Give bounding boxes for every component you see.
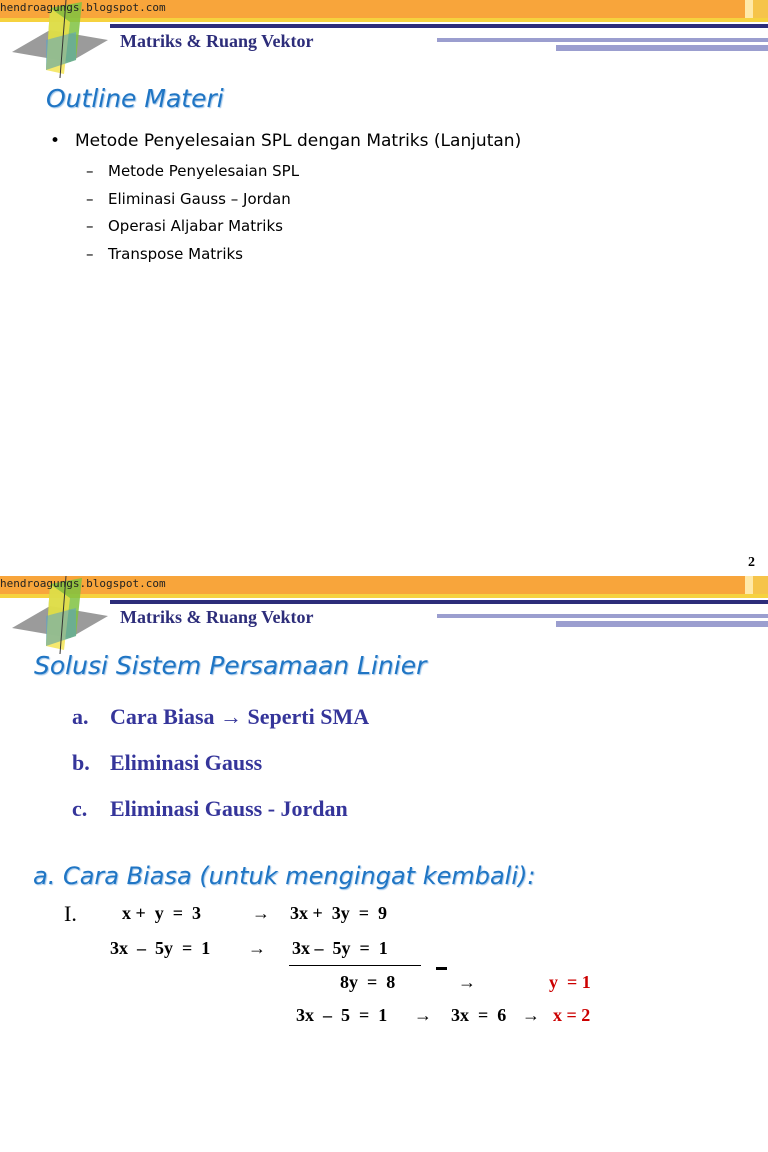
arrow-icon: →: [414, 1005, 432, 1025]
decor-line: [556, 621, 768, 627]
sum-line: [289, 965, 421, 966]
sub-list: [86, 160, 299, 270]
slide-title: Outline Materi: [46, 84, 224, 113]
result-y: y = 1: [549, 972, 591, 992]
decor-line: [437, 38, 768, 42]
equation-1-right: 3x + 3y = 9: [290, 903, 388, 923]
equation-4-right: 3x = 6: [451, 1005, 507, 1025]
list-item: – Eliminasi Gauss – Jordan: [86, 189, 291, 208]
list-item: – Transpose Matriks: [86, 244, 243, 263]
subsection-title: a. Cara Biasa (untuk mengingat kembali):: [33, 862, 536, 890]
header-band-accent-2: [753, 576, 768, 594]
header-band-yellow: [0, 594, 768, 598]
decor-line: [437, 614, 768, 618]
header-band-yellow: [0, 18, 768, 22]
equation-4-left: 3x – 5 = 1: [296, 1005, 388, 1025]
header-band-navy: [110, 24, 768, 28]
header-band-navy: [110, 600, 768, 604]
header-band-accent: [745, 576, 753, 594]
list-item: – Metode Penyelesaian SPL: [86, 162, 300, 180]
page-number: 2: [748, 555, 755, 570]
slide-2: [0, 576, 768, 1152]
bullet-item: [50, 131, 521, 151]
bullet-dot-icon: •: [50, 131, 61, 151]
course-title: Matriks & Ruang Vektor: [120, 607, 314, 627]
method-item: c. Eliminasi Gauss - Jordan: [72, 796, 348, 821]
minus-sign-icon: [436, 967, 447, 970]
arrow-icon: →: [458, 972, 476, 992]
slide-title: Solusi Sistem Persamaan Linier: [34, 651, 427, 680]
equation-1-left: x + y = 3: [122, 903, 202, 923]
method-item: b. Eliminasi Gauss: [72, 750, 263, 775]
list-item: – Operasi Aljabar Matriks: [86, 217, 283, 235]
blog-url: hendroagungs.blogspot.com: [0, 1, 166, 14]
arrow-icon: →: [522, 1005, 540, 1025]
header-band-accent-2: [753, 0, 768, 18]
course-title: Matriks & Ruang Vektor: [120, 31, 314, 51]
header-band-accent: [745, 0, 753, 18]
equation-2-left: 3x – 5y = 1: [110, 938, 211, 958]
equation-3: 8y = 8: [340, 972, 396, 992]
result-x: x = 2: [553, 1005, 591, 1025]
decor-line: [556, 45, 768, 51]
arrow-icon: →: [248, 938, 266, 958]
bullet-text: Metode Penyelesaian SPL dengan Matriks (Lanjutan): [75, 131, 522, 151]
roman-numeral: I.: [64, 901, 77, 926]
equation-2-right: 3x – 5y = 1: [292, 938, 388, 958]
blog-url: hendroagungs.blogspot.com: [0, 577, 166, 590]
method-item: a. Cara Biasa → Seperti SMA: [72, 704, 370, 729]
arrow-icon: →: [252, 903, 270, 923]
